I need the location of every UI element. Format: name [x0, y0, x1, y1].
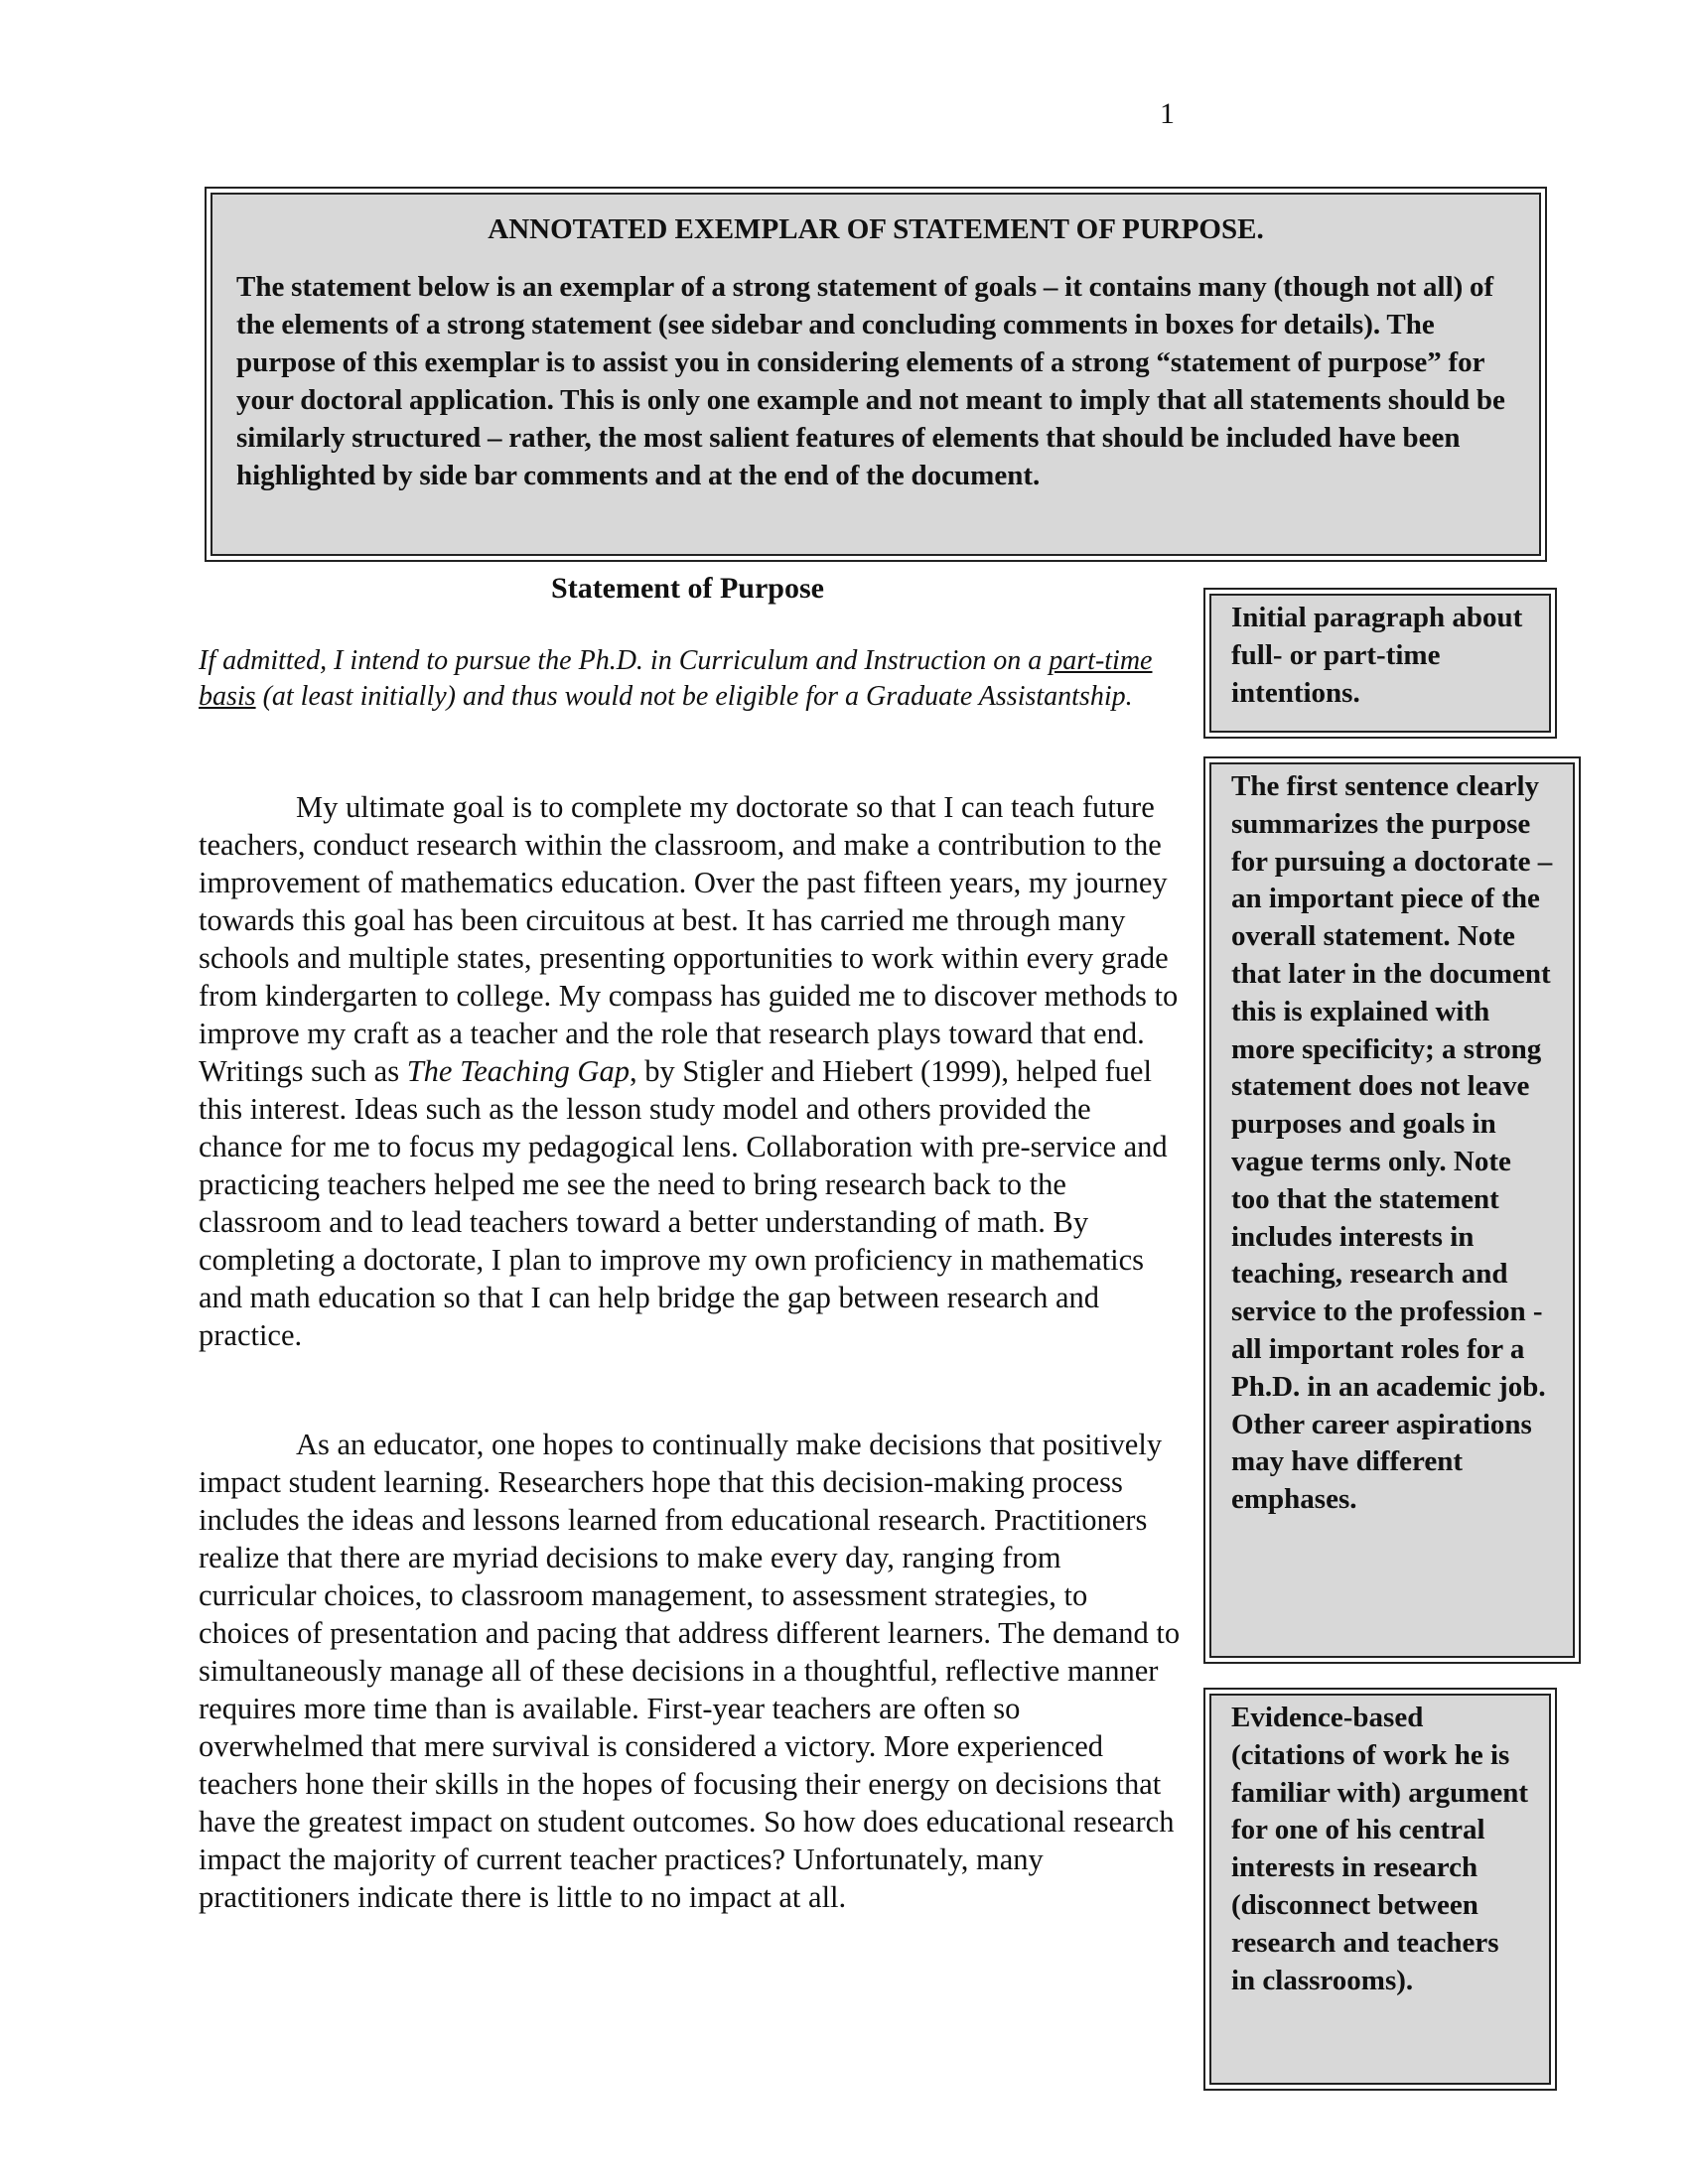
- intent-underlined: part-time basis: [199, 645, 1153, 712]
- statement-heading: Statement of Purpose: [551, 572, 824, 605]
- sidebar-comment-3: [1203, 1688, 1557, 2091]
- para1-text-after: , by Stigler and Hiebert (1999), helped fuel this interest. Ideas such as the lesson study model and others provided the chance for me to focus my pedagogical lens. Collaboration with pre-service and practicing teachers helped me see the need to bring research back to the classroom and to lead teachers toward a better understanding of math. By completing a doctorate, I plan to improve my own proficiency in mathematics and math education so that I can help bridge the gap between research and practice.: [199, 1054, 1168, 1352]
- sidebar-comment-1: [1203, 588, 1557, 739]
- body-paragraph-2: As an educator, one hopes to continually make decisions that positively impact student learning. Researchers hope that this decision-making process includes the ideas and lessons learned from educational research. Practitioners realize that there are myriad decisions to make every day, ranging from curricular choices, to classroom management, to assessment strategies, to choices of presentation and pacing that address different learners. The demand to simultaneously manage all of these decisions in a thoughtful, reflective manner requires more time than is available. First-year teachers are often so overwhelmed that mere survival is considered a victory. More experienced teachers hone their skills in the hopes of focusing their energy on decisions that have the greatest impact on student outcomes. So how does educational research impact the majority of current teacher practices? Unfortunately, many practitioners indicate there is little to no impact at all.: [199, 1428, 1181, 1914]
- body-paragraph-1: [199, 788, 1182, 1354]
- intent-paragraph: [199, 643, 1182, 715]
- sidebar-comment-3-text: Evidence-based (citations of work he is familiar with) argument for one of his central interests in research (disconnect between research and teachers in classrooms).: [1209, 1694, 1551, 2085]
- sidebar-comment-2-text: The first sentence clearly summarizes the purpose for pursuing a doctorate – an important piece of the overall statement. Note that later in the document this is explained with more specificity; a strong statement does not leave purposes and goals in vague terms only. Note too that the statement includes interests in teaching, research and service to the profession - all important roles for a Ph.D. in an academic job. Other career aspirations may have different emphases.: [1209, 762, 1575, 1658]
- intro-box-inner: [211, 193, 1541, 556]
- intent-text-before: If admitted, I intend to pursue the Ph.D. in Curriculum and Instruction on a: [199, 645, 1050, 676]
- sidebar-comment-2: [1203, 756, 1581, 1664]
- page-number: 1: [1160, 97, 1175, 130]
- intro-box: [205, 187, 1547, 562]
- intro-title: ANNOTATED EXEMPLAR OF STATEMENT OF PURPOSE.: [488, 213, 1264, 245]
- book-title: The Teaching Gap: [406, 1054, 630, 1088]
- sidebar-comment-1-text: Initial paragraph about full- or part-time intentions.: [1209, 594, 1551, 733]
- intent-text-after: (at least initially) and thus would not be eligible for a Graduate Assistantship.: [255, 681, 1133, 712]
- intro-text: The statement below is an exemplar of a strong statement of goals – it contains many (though not all) of the elements of a strong statement (see sidebar and concluding comments in boxes for details). The purpose of this exemplar is to assist you in considering elements of a strong “statement of purpose” for your doctoral application. This is only one example and not meant to imply that all statements should be similarly structured – rather, the most salient features of elements that should be included have been highlighted by side bar comments and at the end of the document.: [236, 271, 1505, 491]
- para1-text-before: My ultimate goal is to complete my doctorate so that I can teach future teachers, conduct research within the classroom, and make a contribution to the improvement of mathematics education. Over the past fifteen years, my journey towards this goal has been circuitous at best. It has carried me through many schools and multiple states, presenting opportunities to work within every grade from kindergarten to college. My compass has guided me to discover methods to improve my craft as a teacher and the role that research plays toward that end. Writings such as: [199, 790, 1179, 1088]
